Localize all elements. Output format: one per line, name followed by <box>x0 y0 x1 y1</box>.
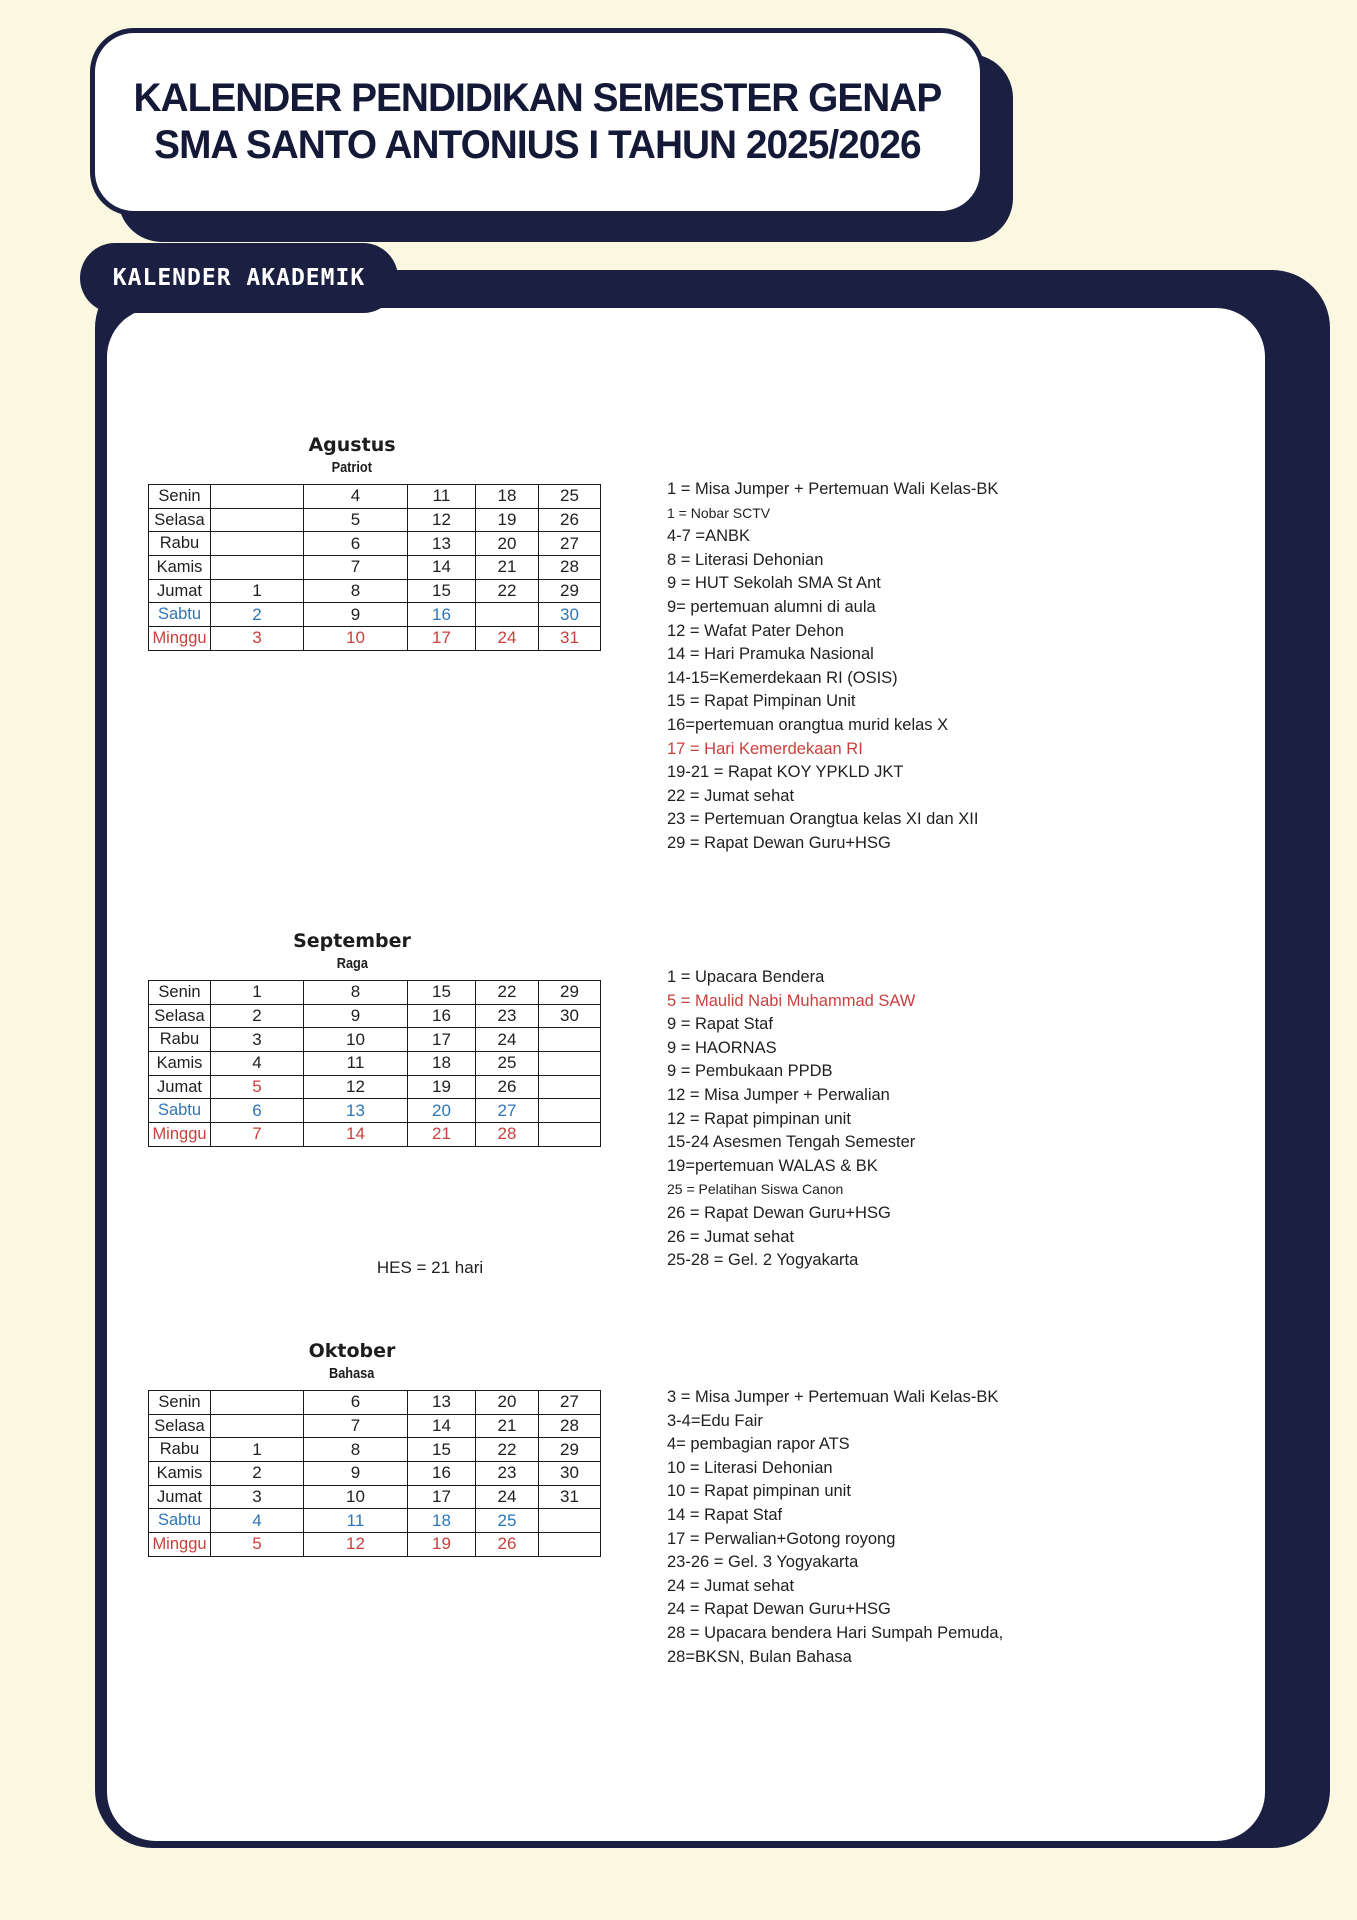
date-cell: 27 <box>476 1099 539 1123</box>
month-title: September <box>293 930 411 952</box>
event-line: 8 = Literasi Dehonian <box>667 550 824 569</box>
date-cell <box>539 1509 601 1533</box>
date-cell: 28 <box>539 1414 601 1438</box>
event-line: 12 = Wafat Pater Dehon <box>667 621 844 640</box>
event-line: 17 = Hari Kemerdekaan RI <box>667 739 863 758</box>
date-cell: 24 <box>476 1028 539 1052</box>
date-cell: 2 <box>211 1462 304 1486</box>
events-list <box>667 478 1039 856</box>
event-line: 25 = Pelatihan Siswa Canon <box>667 1181 844 1198</box>
date-cell: 26 <box>476 1533 539 1557</box>
date-cell: 10 <box>304 1028 408 1052</box>
month-theme: Bahasa <box>329 1365 375 1382</box>
date-cell <box>211 1391 304 1415</box>
calendar-row <box>149 1052 601 1076</box>
day-label: Senin <box>149 485 211 509</box>
event-line: 15 = Rapat Pimpinan Unit <box>667 692 856 711</box>
date-cell: 5 <box>304 508 408 532</box>
date-cell: 10 <box>304 1485 408 1509</box>
date-cell: 27 <box>539 532 601 556</box>
date-cell: 24 <box>476 1485 539 1509</box>
section-badge-label: KALENDER AKADEMIK <box>112 265 366 291</box>
event-line: 1 = Upacara Bendera <box>667 968 825 986</box>
event-line: 14 = Hari Pramuka Nasional <box>667 645 874 664</box>
date-cell: 31 <box>539 627 601 651</box>
date-cell: 3 <box>211 1028 304 1052</box>
calendar-row <box>149 556 601 580</box>
event-line: 22 = Jumat sehat <box>667 786 795 805</box>
calendar-row <box>149 1485 601 1509</box>
date-cell: 4 <box>211 1509 304 1533</box>
month-title: Oktober <box>308 1340 396 1362</box>
date-cell <box>539 1028 601 1052</box>
date-cell: 4 <box>304 485 408 509</box>
date-cell <box>211 508 304 532</box>
date-cell: 11 <box>304 1509 408 1533</box>
date-cell: 3 <box>211 627 304 651</box>
date-cell: 30 <box>539 1004 601 1028</box>
date-cell: 12 <box>304 1075 408 1099</box>
event-line: 4= pembagian rapor ATS <box>667 1435 850 1454</box>
date-cell: 15 <box>408 579 476 603</box>
date-cell: 11 <box>304 1052 408 1076</box>
date-cell: 26 <box>476 1075 539 1099</box>
date-cell: 20 <box>476 532 539 556</box>
event-line: 12 = Rapat pimpinan unit <box>667 1109 851 1128</box>
calendar-row <box>149 627 601 651</box>
date-cell: 30 <box>539 603 601 627</box>
date-cell <box>539 1123 601 1147</box>
date-cell: 13 <box>408 1391 476 1415</box>
event-line: 1 = Misa Jumper + Pertemuan Wali Kelas-BK <box>667 480 999 498</box>
event-line: 12 = Misa Jumper + Perwalian <box>667 1085 890 1104</box>
events-list <box>667 1386 1039 1669</box>
date-cell: 21 <box>408 1123 476 1147</box>
date-cell: 23 <box>476 1004 539 1028</box>
date-cell: 22 <box>476 579 539 603</box>
page-title-line2: SMA SANTO ANTONIUS I TAHUN 2025/2026 <box>154 123 921 167</box>
calendar-row <box>149 1462 601 1486</box>
date-cell: 26 <box>539 508 601 532</box>
date-cell: 8 <box>304 1438 408 1462</box>
date-cell: 28 <box>476 1123 539 1147</box>
event-line: 28 = Upacara bendera Hari Sumpah Pemuda, <box>667 1623 1004 1642</box>
month-title: Agustus <box>308 434 396 456</box>
date-cell: 23 <box>476 1462 539 1486</box>
date-cell: 3 <box>211 1485 304 1509</box>
event-line: 23-26 = Gel. 3 Yogyakarta <box>667 1553 859 1572</box>
date-cell: 14 <box>304 1123 408 1147</box>
month-theme: Patriot <box>331 459 373 476</box>
date-cell: 30 <box>539 1462 601 1486</box>
event-line: 23 = Pertemuan Orangtua kelas XI dan XII <box>667 810 979 829</box>
day-label: Minggu <box>149 627 211 651</box>
date-cell: 25 <box>476 1509 539 1533</box>
calendar-row <box>149 1075 601 1099</box>
day-label: Sabtu <box>149 603 211 627</box>
date-cell <box>211 556 304 580</box>
date-cell: 27 <box>539 1391 601 1415</box>
calendar-row <box>149 1099 601 1123</box>
page-title-line1: KALENDER PENDIDIKAN SEMESTER GENAP <box>133 76 942 120</box>
date-cell: 14 <box>408 1414 476 1438</box>
calendar-row <box>149 1123 601 1147</box>
date-cell: 22 <box>476 1438 539 1462</box>
date-cell: 9 <box>304 1462 408 1486</box>
day-label: Jumat <box>149 1075 211 1099</box>
calendar-row <box>149 508 601 532</box>
day-label: Selasa <box>149 508 211 532</box>
date-cell: 24 <box>476 627 539 651</box>
event-line: 9= pertemuan alumni di aula <box>667 597 876 616</box>
date-cell: 18 <box>476 485 539 509</box>
date-cell: 8 <box>304 981 408 1005</box>
date-cell: 22 <box>476 981 539 1005</box>
date-cell: 18 <box>408 1509 476 1533</box>
event-line: 10 = Rapat pimpinan unit <box>667 1482 851 1501</box>
date-cell: 1 <box>211 579 304 603</box>
date-cell: 4 <box>211 1052 304 1076</box>
date-cell: 1 <box>211 1438 304 1462</box>
event-line: 29 = Rapat Dewan Guru+HSG <box>667 833 891 852</box>
date-cell: 21 <box>476 1414 539 1438</box>
day-label: Kamis <box>149 1462 211 1486</box>
day-label: Selasa <box>149 1004 211 1028</box>
event-line: 26 = Rapat Dewan Guru+HSG <box>667 1203 891 1222</box>
date-cell <box>539 1533 601 1557</box>
event-line: 24 = Jumat sehat <box>667 1576 795 1595</box>
calendar-row <box>149 485 601 509</box>
date-cell: 13 <box>304 1099 408 1123</box>
date-cell: 6 <box>211 1099 304 1123</box>
date-cell: 16 <box>408 603 476 627</box>
date-cell: 17 <box>408 1485 476 1509</box>
day-label: Senin <box>149 981 211 1005</box>
date-cell: 13 <box>408 532 476 556</box>
date-cell <box>539 1052 601 1076</box>
date-cell <box>539 1075 601 1099</box>
date-cell: 5 <box>211 1075 304 1099</box>
date-cell: 29 <box>539 1438 601 1462</box>
date-cell: 17 <box>408 627 476 651</box>
calendar-row <box>149 981 601 1005</box>
date-cell: 29 <box>539 981 601 1005</box>
day-label: Senin <box>149 1391 211 1415</box>
calendar-row <box>149 1509 601 1533</box>
date-cell: 18 <box>408 1052 476 1076</box>
date-cell: 12 <box>408 508 476 532</box>
date-cell: 29 <box>539 579 601 603</box>
day-label: Sabtu <box>149 1099 211 1123</box>
event-line: 14-15=Kemerdekaan RI (OSIS) <box>667 668 898 687</box>
event-line: 9 = Pembukaan PPDB <box>667 1062 833 1081</box>
date-cell: 16 <box>408 1462 476 1486</box>
event-line: 15-24 Asesmen Tengah Semester <box>667 1133 916 1152</box>
month-theme: Raga <box>336 955 368 972</box>
date-cell <box>539 1099 601 1123</box>
date-cell: 7 <box>304 1414 408 1438</box>
date-cell: 6 <box>304 1391 408 1415</box>
calendar-row <box>149 1391 601 1415</box>
date-cell: 28 <box>539 556 601 580</box>
date-cell: 8 <box>304 579 408 603</box>
event-line: 3 = Misa Jumper + Pertemuan Wali Kelas-BK <box>667 1388 999 1406</box>
date-cell: 21 <box>476 556 539 580</box>
event-line: 5 = Maulid Nabi Muhammad SAW <box>667 991 916 1010</box>
date-cell: 31 <box>539 1485 601 1509</box>
date-cell <box>211 485 304 509</box>
date-cell: 9 <box>304 1004 408 1028</box>
date-cell: 1 <box>211 981 304 1005</box>
date-cell: 19 <box>408 1075 476 1099</box>
date-cell: 2 <box>211 603 304 627</box>
calendar-table <box>148 484 601 651</box>
day-label: Minggu <box>149 1533 211 1557</box>
month-note: HES = 21 hari <box>376 1258 484 1277</box>
date-cell <box>476 603 539 627</box>
event-line: 24 = Rapat Dewan Guru+HSG <box>667 1600 891 1619</box>
date-cell: 20 <box>408 1099 476 1123</box>
event-line: 10 = Literasi Dehonian <box>667 1458 833 1477</box>
section-badge <box>80 243 398 313</box>
calendar-row <box>149 1533 601 1557</box>
date-cell: 2 <box>211 1004 304 1028</box>
page-title <box>134 75 942 169</box>
event-line: 9 = HUT Sekolah SMA St Ant <box>667 574 881 593</box>
date-cell <box>211 532 304 556</box>
date-cell: 16 <box>408 1004 476 1028</box>
date-cell: 9 <box>304 603 408 627</box>
event-line: 28=BKSN, Bulan Bahasa <box>667 1647 852 1666</box>
event-line: 4-7 =ANBK <box>667 527 750 546</box>
day-label: Jumat <box>149 579 211 603</box>
events-list <box>667 966 1039 1273</box>
event-line: 9 = HAORNAS <box>667 1038 777 1057</box>
calendar-row <box>149 1004 601 1028</box>
date-cell: 10 <box>304 627 408 651</box>
event-line: 9 = Rapat Staf <box>667 1015 773 1034</box>
day-label: Rabu <box>149 1438 211 1462</box>
day-label: Rabu <box>149 1028 211 1052</box>
date-cell: 5 <box>211 1533 304 1557</box>
event-line: 19-21 = Rapat KOY YPKLD JKT <box>667 763 904 782</box>
day-label: Minggu <box>149 1123 211 1147</box>
day-label: Rabu <box>149 532 211 556</box>
date-cell: 12 <box>304 1533 408 1557</box>
date-cell <box>211 1414 304 1438</box>
event-line: 16=pertemuan orangtua murid kelas X <box>667 715 949 734</box>
day-label: Jumat <box>149 1485 211 1509</box>
event-line: 1 = Nobar SCTV <box>667 504 771 521</box>
date-cell: 25 <box>476 1052 539 1076</box>
event-line: 17 = Perwalian+Gotong royong <box>667 1529 896 1548</box>
calendar-table <box>148 980 601 1147</box>
calendar-row <box>149 532 601 556</box>
date-cell: 25 <box>539 485 601 509</box>
event-line: 19=pertemuan WALAS & BK <box>667 1156 878 1175</box>
date-cell: 11 <box>408 485 476 509</box>
calendar-row <box>149 603 601 627</box>
event-line: 25-28 = Gel. 2 Yogyakarta <box>667 1251 859 1270</box>
date-cell: 19 <box>476 508 539 532</box>
day-label: Kamis <box>149 556 211 580</box>
date-cell: 15 <box>408 1438 476 1462</box>
date-cell: 6 <box>304 532 408 556</box>
day-label: Kamis <box>149 1052 211 1076</box>
date-cell: 19 <box>408 1533 476 1557</box>
date-cell: 15 <box>408 981 476 1005</box>
calendar-row <box>149 579 601 603</box>
event-line: 3-4=Edu Fair <box>667 1411 763 1430</box>
event-line: 26 = Jumat sehat <box>667 1227 795 1246</box>
date-cell: 17 <box>408 1028 476 1052</box>
title-card <box>90 28 985 216</box>
date-cell: 7 <box>304 556 408 580</box>
date-cell: 20 <box>476 1391 539 1415</box>
event-line: 14 = Rapat Staf <box>667 1505 783 1524</box>
calendar-row <box>149 1438 601 1462</box>
day-label: Sabtu <box>149 1509 211 1533</box>
calendar-row <box>149 1414 601 1438</box>
calendar-row <box>149 1028 601 1052</box>
calendar-table <box>148 1390 601 1557</box>
date-cell: 14 <box>408 556 476 580</box>
day-label: Selasa <box>149 1414 211 1438</box>
date-cell: 7 <box>211 1123 304 1147</box>
